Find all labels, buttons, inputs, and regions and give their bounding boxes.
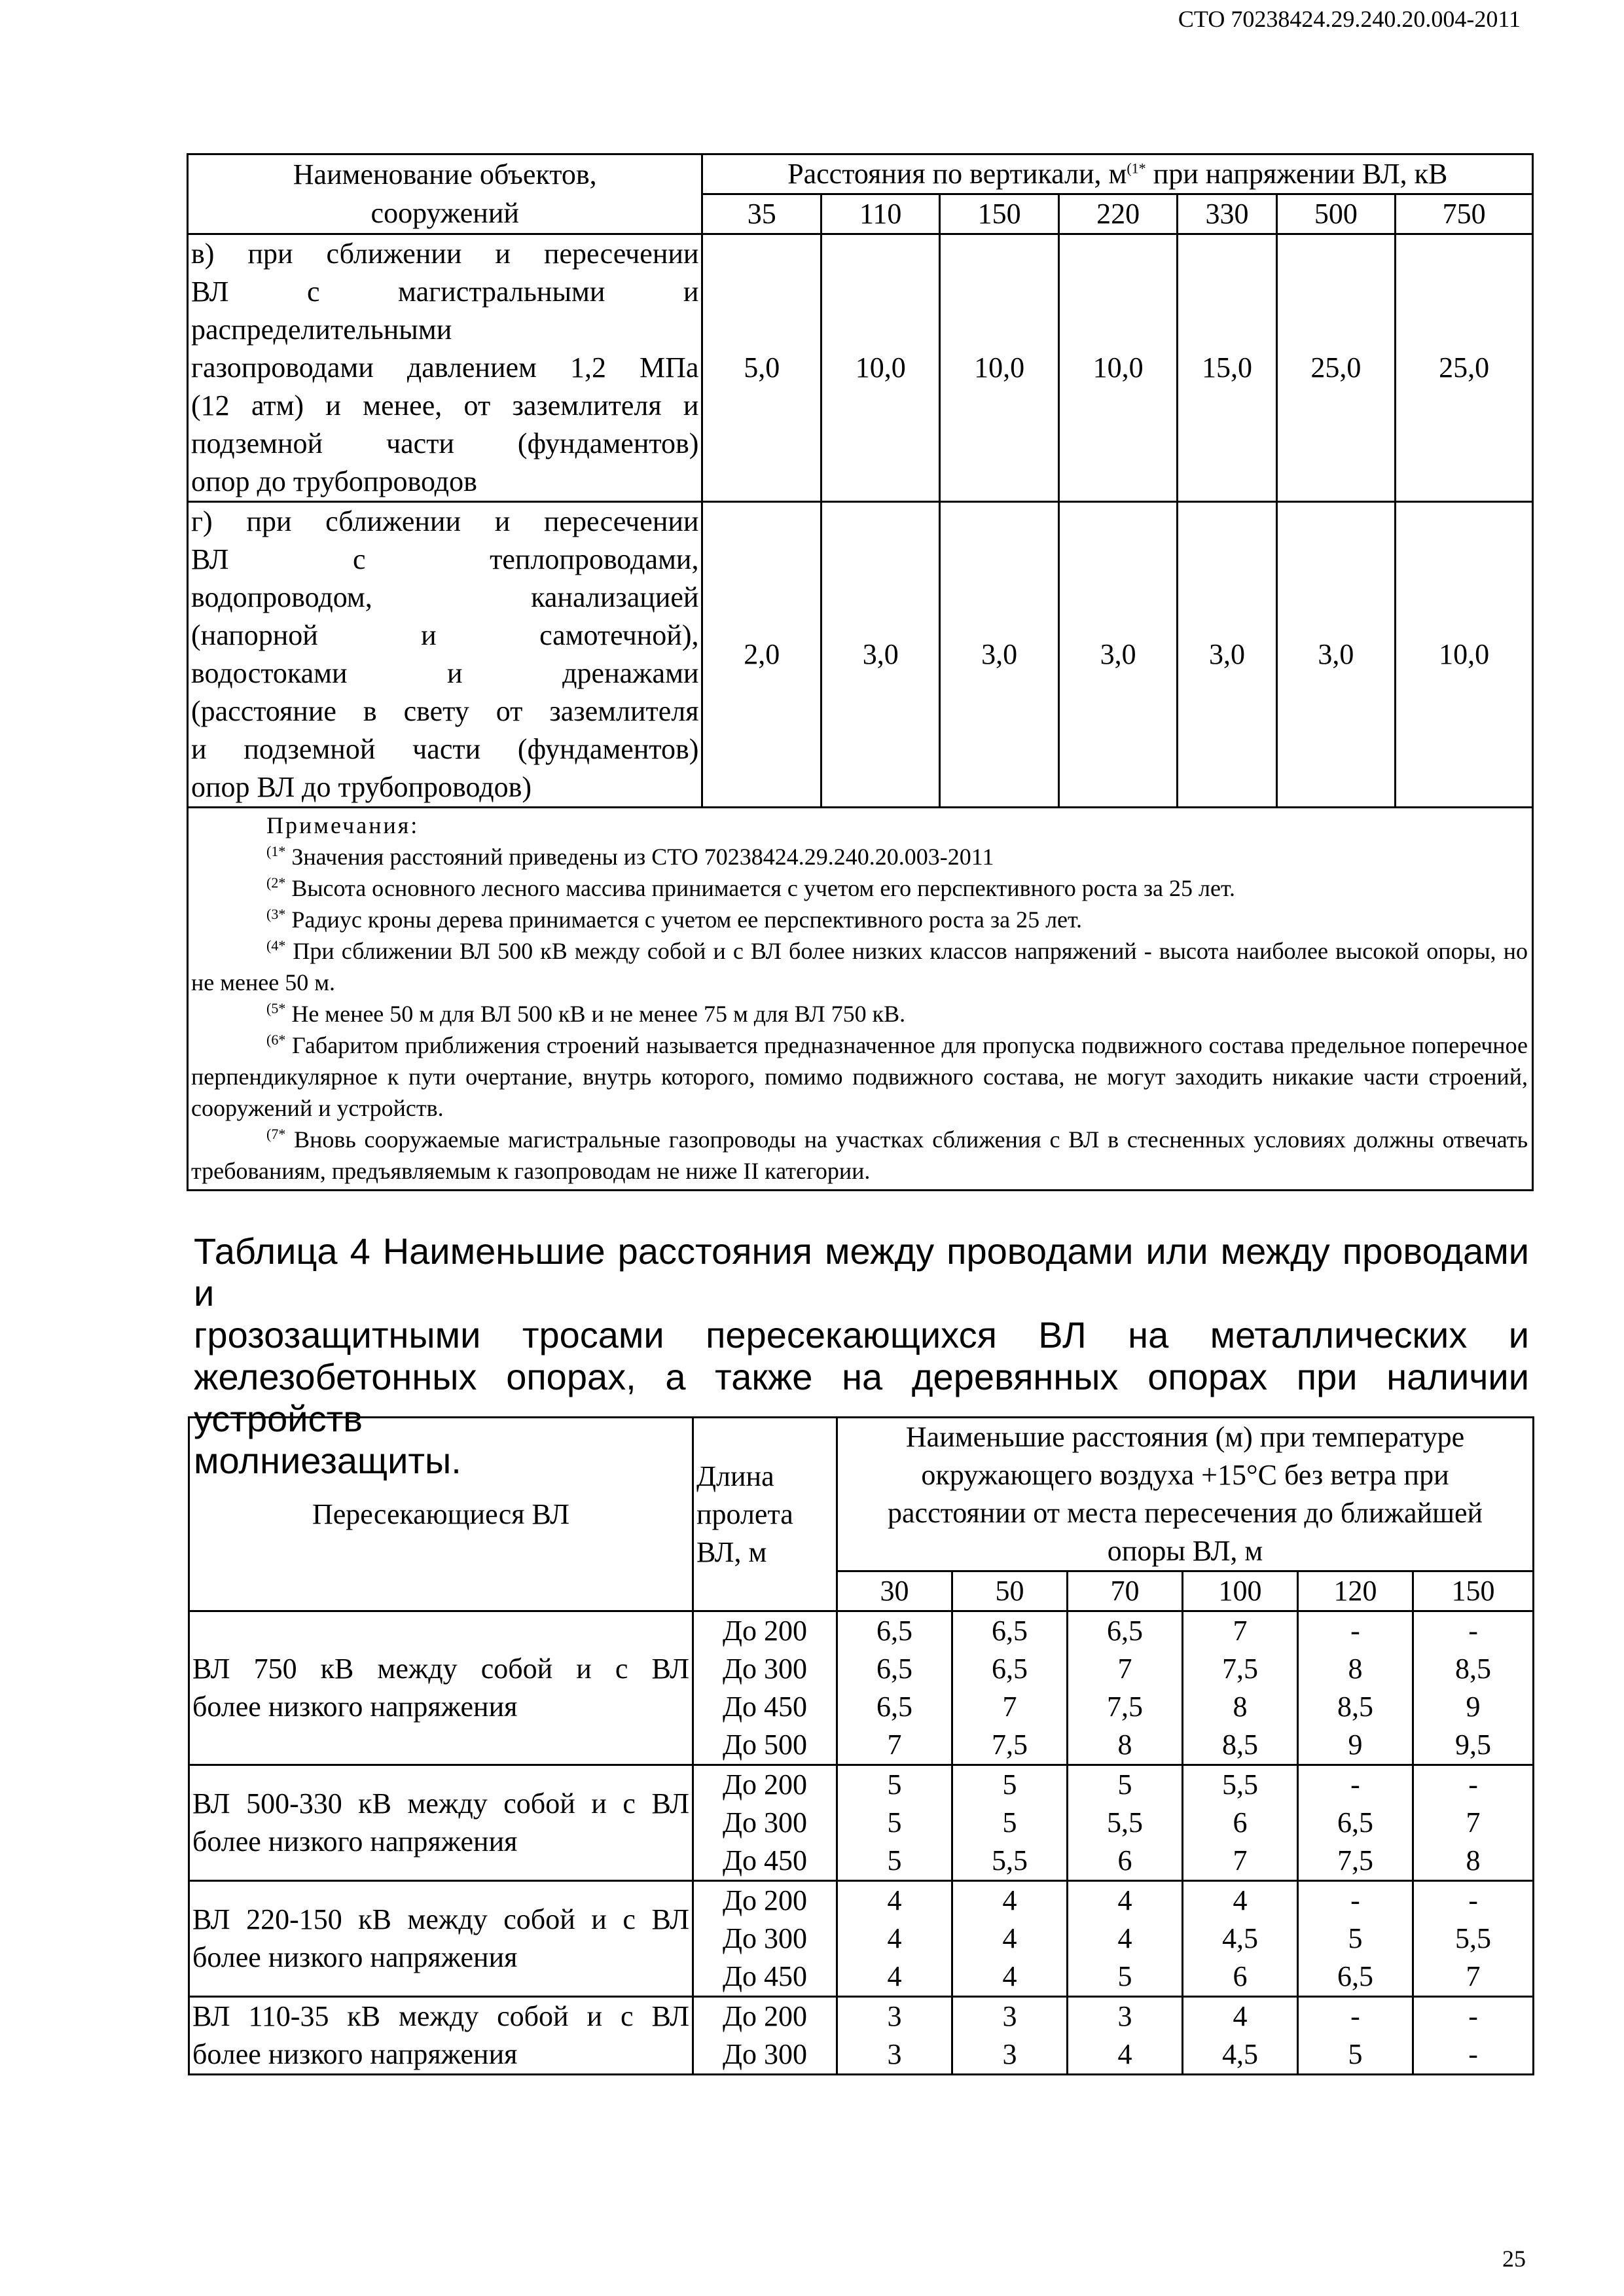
note-item — [191, 998, 1528, 1030]
min-distance: 3 — [887, 2000, 902, 2032]
min-distance: 7 — [1002, 1691, 1017, 1723]
crossing-line-name-line: более низкого напряжения — [192, 1825, 518, 1857]
object-description-line: подземной части (фундаментов) — [191, 427, 699, 459]
min-distance: 7 — [887, 1729, 902, 1761]
min-distance: 8,5 — [1455, 1653, 1492, 1685]
span-length: До 450 — [722, 1844, 807, 1876]
crossing-line-name-line: ВЛ 220-150 кВ между собой и с ВЛ — [192, 1903, 689, 1935]
min-distance-values — [952, 1997, 1068, 2075]
note-mark: (7* — [266, 1126, 286, 1142]
object-description-line: водостоками и дренажами — [191, 657, 699, 689]
min-distance: 6 — [1233, 1960, 1248, 1992]
min-distance: 6,5 — [992, 1653, 1028, 1685]
object-description-line: газопроводами давлением 1,2 МПа — [191, 351, 699, 384]
min-distance: 5 — [887, 1806, 902, 1839]
voltage-header: 750 — [1396, 194, 1533, 234]
min-distance-values — [1298, 1997, 1413, 2075]
note-item — [191, 904, 1528, 935]
note-text: Радиус кроны дерева принимается с учетом ее перспективного роста за 25 лет. — [285, 906, 1083, 933]
crossing-line-name — [189, 1765, 693, 1881]
note-text: При сближении ВЛ 500 кВ между собой и с ВЛ более низких классов напряжений - высота наиболее высокой опоры, но не менее 50 м. — [191, 938, 1528, 996]
voltage-header: 150 — [940, 194, 1058, 234]
min-distance-values — [1183, 1611, 1298, 1765]
span-length: До 300 — [722, 1806, 807, 1839]
span-head-line: ВЛ, м — [696, 1535, 767, 1568]
min-distance: 9,5 — [1455, 1729, 1492, 1761]
min-distance: 5 — [887, 1844, 902, 1876]
min-distance: 3 — [1002, 2038, 1017, 2070]
note-mark: (2* — [266, 874, 286, 891]
min-distance: 6 — [1117, 1844, 1132, 1876]
note-item — [191, 1124, 1528, 1187]
distance-value: 3,0 — [821, 502, 939, 808]
dist-head-line: окружающего воздуха +15°С без ветра при — [921, 1459, 1449, 1491]
span-length: До 450 — [722, 1960, 807, 1992]
min-distance: 5,5 — [1107, 1806, 1143, 1839]
min-distance: - — [1468, 1768, 1478, 1801]
min-distance-values — [1413, 1765, 1534, 1881]
min-distance: 6,5 — [1337, 1960, 1373, 1992]
head-min-distances — [837, 1418, 1534, 1571]
head-object-name — [188, 154, 702, 194]
min-distance: 7,5 — [1107, 1691, 1143, 1723]
crossing-line-name-line: ВЛ 110-35 кВ между собой и с ВЛ — [192, 2000, 689, 2032]
object-description-line: (расстояние в свету от заземлителя — [191, 695, 699, 727]
min-distance: - — [1350, 2000, 1360, 2032]
min-distance: 7,5 — [1337, 1844, 1373, 1876]
note-text: Не менее 50 м для ВЛ 500 кВ и не менее 75 м для ВЛ 750 кВ. — [285, 1001, 906, 1027]
min-distance: 4 — [1117, 2038, 1132, 2070]
page-number: 25 — [1502, 2246, 1526, 2272]
notes-title: Примечания: — [266, 812, 420, 838]
min-distance: 7 — [1466, 1806, 1481, 1839]
head-span-length — [693, 1418, 837, 1611]
min-distance: 8 — [1233, 1691, 1248, 1723]
table-row — [189, 1881, 1534, 1997]
object-description-line: (напорной и самотечной), — [191, 619, 699, 651]
min-distance: 8,5 — [1222, 1729, 1258, 1761]
span-head-line: Длина — [696, 1460, 774, 1492]
distance-value: 3,0 — [940, 502, 1058, 808]
min-distance: 5 — [1117, 1768, 1132, 1801]
span-lengths — [693, 1997, 837, 2075]
span-head-line: пролета — [696, 1498, 793, 1530]
span-length: До 200 — [722, 1768, 807, 1801]
span-length: До 450 — [722, 1691, 807, 1723]
span-length: До 300 — [722, 1922, 807, 1954]
span-length: До 300 — [722, 1653, 807, 1685]
min-distance: 4 — [1117, 1884, 1132, 1916]
min-distance: 6,5 — [876, 1691, 912, 1723]
min-distance-values — [837, 1997, 952, 2075]
min-distance: 3 — [1002, 2000, 1017, 2032]
min-distance: 5 — [1348, 1922, 1363, 1954]
distance-value: 10,0 — [1058, 234, 1177, 502]
table-row — [189, 1765, 1534, 1881]
head-object-name-line2: сооружений — [188, 194, 702, 234]
min-distance: 4 — [887, 1884, 902, 1916]
crossing-line-name — [189, 1997, 693, 2075]
object-description-line: водопроводом, канализацией — [191, 581, 699, 613]
min-distance: 6,5 — [876, 1653, 912, 1685]
distance-value: 10,0 — [940, 234, 1058, 502]
min-distance-values — [1413, 1997, 1534, 2075]
min-distance: 5,5 — [1455, 1922, 1492, 1954]
min-distance: 6 — [1233, 1806, 1248, 1839]
distance-header: 100 — [1183, 1571, 1298, 1611]
note-text: Вновь сооружаемые магистральные газопроводы на участках сближения с ВЛ в стесненных условиях должны отвечать требованиям, предъявляемым к газопроводам не ниже II категории. — [191, 1126, 1528, 1184]
min-distance: - — [1350, 1884, 1360, 1916]
caption-line: грозозащитными тросами пересекающихся ВЛ на металлических и — [194, 1314, 1529, 1355]
min-distance-values — [952, 1765, 1068, 1881]
object-description-line: опор ВЛ до трубопроводов) — [191, 771, 532, 803]
note-item — [191, 841, 1528, 872]
min-distance-values — [837, 1765, 952, 1881]
min-distance: 4 — [1002, 1922, 1017, 1954]
crossing-line-name — [189, 1881, 693, 1997]
min-distance: 3 — [1117, 2000, 1132, 2032]
distance-value: 10,0 — [1396, 502, 1533, 808]
notes-list — [191, 841, 1528, 1187]
voltage-header: 220 — [1058, 194, 1177, 234]
min-distance: 7 — [1117, 1653, 1132, 1685]
min-distance-values — [837, 1881, 952, 1997]
min-distance: 9 — [1466, 1691, 1481, 1723]
note-item — [191, 935, 1528, 998]
head-object-name-line1: Наименование объектов, — [293, 158, 597, 190]
min-distance: - — [1468, 1615, 1478, 1647]
table-row — [189, 1997, 1534, 2075]
crossing-line-name-line: более низкого напряжения — [192, 1691, 518, 1723]
distance-value: 3,0 — [1058, 502, 1177, 808]
min-distance: 6,5 — [992, 1615, 1028, 1647]
min-distance: - — [1350, 1768, 1360, 1801]
caption-line: железобетонных опорах, а также на деревянных опорах при наличии устройств — [194, 1356, 1529, 1439]
min-distance: 7,5 — [1222, 1653, 1258, 1685]
dist-head-line: опоры ВЛ, м — [1107, 1535, 1263, 1567]
distance-value: 3,0 — [1178, 502, 1276, 808]
min-distance-values — [837, 1611, 952, 1765]
crossing-line-name-line: ВЛ 500-330 кВ между собой и с ВЛ — [192, 1787, 689, 1820]
min-distance: 5 — [887, 1768, 902, 1801]
min-distance: 4 — [1002, 1884, 1017, 1916]
min-distance: 7 — [1466, 1960, 1481, 1992]
table-3-continuation — [187, 153, 1534, 1191]
min-distance: 5 — [1002, 1768, 1017, 1801]
min-distance: 4 — [1117, 1922, 1132, 1954]
min-distance: 4 — [887, 1960, 902, 1992]
object-description — [188, 234, 702, 502]
min-distance: 6,5 — [1107, 1615, 1143, 1647]
min-distance: 4,5 — [1222, 1922, 1258, 1954]
span-length: До 200 — [722, 2000, 807, 2032]
min-distance: 4 — [1002, 1960, 1017, 1992]
min-distance: 5 — [1348, 2038, 1363, 2070]
min-distance: 5,5 — [992, 1844, 1028, 1876]
crossing-line-name — [189, 1611, 693, 1765]
voltage-header: 110 — [821, 194, 939, 234]
crossing-line-name-line: более низкого напряжения — [192, 1941, 518, 1973]
min-distance: 9 — [1348, 1729, 1363, 1761]
object-description — [188, 502, 702, 808]
min-distance-values — [1298, 1765, 1413, 1881]
distance-value: 25,0 — [1276, 234, 1395, 502]
min-distance: - — [1468, 2038, 1478, 2070]
min-distance: 3 — [887, 2038, 902, 2070]
span-lengths — [693, 1611, 837, 1765]
distance-header: 70 — [1068, 1571, 1183, 1611]
head-crossing-lines: Пересекающиеся ВЛ — [189, 1418, 693, 1611]
note-mark: (6* — [266, 1031, 286, 1048]
min-distance-values — [1068, 1765, 1183, 1881]
span-length: До 200 — [722, 1884, 807, 1916]
head-dist-tail: при напряжении ВЛ, кВ — [1146, 158, 1448, 190]
dist-head-line: Наименьшие расстояния (м) при температуре — [905, 1421, 1465, 1453]
min-distance: 8,5 — [1337, 1691, 1373, 1723]
span-length: До 200 — [722, 1615, 807, 1647]
notes-cell — [188, 808, 1533, 1191]
min-distance: 4 — [1233, 1884, 1248, 1916]
min-distance-values — [952, 1881, 1068, 1997]
min-distance: 6,5 — [876, 1615, 912, 1647]
min-distance-values — [1183, 1765, 1298, 1881]
note-mark: (1* — [266, 843, 286, 859]
min-distance: - — [1350, 1615, 1360, 1647]
min-distance: 5 — [1002, 1806, 1017, 1839]
note-mark: (5* — [266, 1000, 286, 1016]
note-mark: (4* — [266, 937, 286, 954]
crossing-line-name-line: ВЛ 750 кВ между собой и с ВЛ — [192, 1653, 689, 1685]
min-distance: 8 — [1466, 1844, 1481, 1876]
object-description-line: (12 атм) и менее, от заземлителя и — [191, 389, 699, 422]
min-distance: 5,5 — [1222, 1768, 1258, 1801]
min-distance-values — [1183, 1997, 1298, 2075]
min-distance-values — [1298, 1881, 1413, 1997]
note-text: Высота основного лесного массива принимается с учетом его перспективного роста за 25 лет. — [285, 875, 1235, 901]
min-distance-values — [1413, 1881, 1534, 1997]
min-distance: - — [1468, 1884, 1478, 1916]
object-description-line: ВЛ с теплопроводами, — [191, 543, 699, 575]
head-dist-text: Расстояния по вертикали, м — [787, 158, 1127, 190]
min-distance: 7 — [1233, 1615, 1248, 1647]
min-distance: 7,5 — [992, 1729, 1028, 1761]
note-item — [191, 1030, 1528, 1124]
note-item — [191, 872, 1528, 904]
min-distance: 6,5 — [1337, 1806, 1373, 1839]
span-lengths — [693, 1881, 837, 1997]
min-distance-values — [1068, 1881, 1183, 1997]
object-description-line: и подземной части (фундаментов) — [191, 733, 699, 765]
table-4 — [188, 1416, 1534, 2075]
note-text: Габаритом приближения строений называется предназначенное для пропуска подвижного состава предельное поперечное перпендикулярное к пути очертание, внутрь которого, помимо подвижного состава, не могут заходить никакие части строений, сооружений и устройств. — [191, 1032, 1528, 1121]
min-distance-values — [1068, 1997, 1183, 2075]
distance-value: 25,0 — [1396, 234, 1533, 502]
note-mark: (3* — [266, 906, 286, 922]
document-header: СТО 70238424.29.240.20.004-2011 — [1178, 6, 1521, 32]
caption-line: Таблица 4 Наименьшие расстояния между проводами или между проводами и — [194, 1230, 1529, 1314]
distance-header: 120 — [1298, 1571, 1413, 1611]
min-distance-values — [1183, 1881, 1298, 1997]
min-distance: 4 — [1233, 2000, 1248, 2032]
distance-value: 3,0 — [1276, 502, 1395, 808]
object-description-line: в) при сближении и пересечении — [191, 238, 699, 270]
crossing-line-name-line: более низкого напряжения — [192, 2038, 518, 2070]
min-distance-values — [1298, 1611, 1413, 1765]
table-row — [189, 1611, 1534, 1765]
min-distance-values — [952, 1611, 1068, 1765]
head-dist-footnote-mark: (1* — [1127, 160, 1146, 177]
distance-value: 2,0 — [702, 502, 821, 808]
min-distance: 4 — [887, 1922, 902, 1954]
span-length: До 500 — [722, 1729, 807, 1761]
voltage-header: 330 — [1178, 194, 1276, 234]
object-description-line: г) при сближении и пересечении — [191, 505, 699, 537]
note-text: Значения расстояний приведены из СТО 70238424.29.240.20.003-2011 — [285, 844, 994, 870]
object-description-line: ВЛ с магистральными и — [191, 276, 699, 308]
distance-value: 5,0 — [702, 234, 821, 502]
caption-line: молниезащиты. — [194, 1440, 461, 1481]
distance-value: 15,0 — [1178, 234, 1276, 502]
min-distance: 5 — [1117, 1960, 1132, 1992]
distance-header: 50 — [952, 1571, 1068, 1611]
min-distance: 8 — [1117, 1729, 1132, 1761]
min-distance: - — [1468, 2000, 1478, 2032]
min-distance-values — [1413, 1611, 1534, 1765]
object-description-line: распределительными — [191, 314, 452, 346]
head-vertical-distance — [702, 154, 1533, 194]
min-distance: 7 — [1233, 1844, 1248, 1876]
voltage-header: 35 — [702, 194, 821, 234]
span-lengths — [693, 1765, 837, 1881]
min-distance-values — [1068, 1611, 1183, 1765]
distance-header: 30 — [837, 1571, 952, 1611]
min-distance: 4,5 — [1222, 2038, 1258, 2070]
distance-header: 150 — [1413, 1571, 1534, 1611]
voltage-header: 500 — [1276, 194, 1395, 234]
min-distance: 8 — [1348, 1653, 1363, 1685]
distance-value: 10,0 — [821, 234, 939, 502]
dist-head-line: расстоянии от места пересечения до ближайшей — [888, 1497, 1483, 1529]
span-length: До 300 — [722, 2038, 807, 2070]
object-description-line: опор до трубопроводов — [191, 465, 477, 497]
